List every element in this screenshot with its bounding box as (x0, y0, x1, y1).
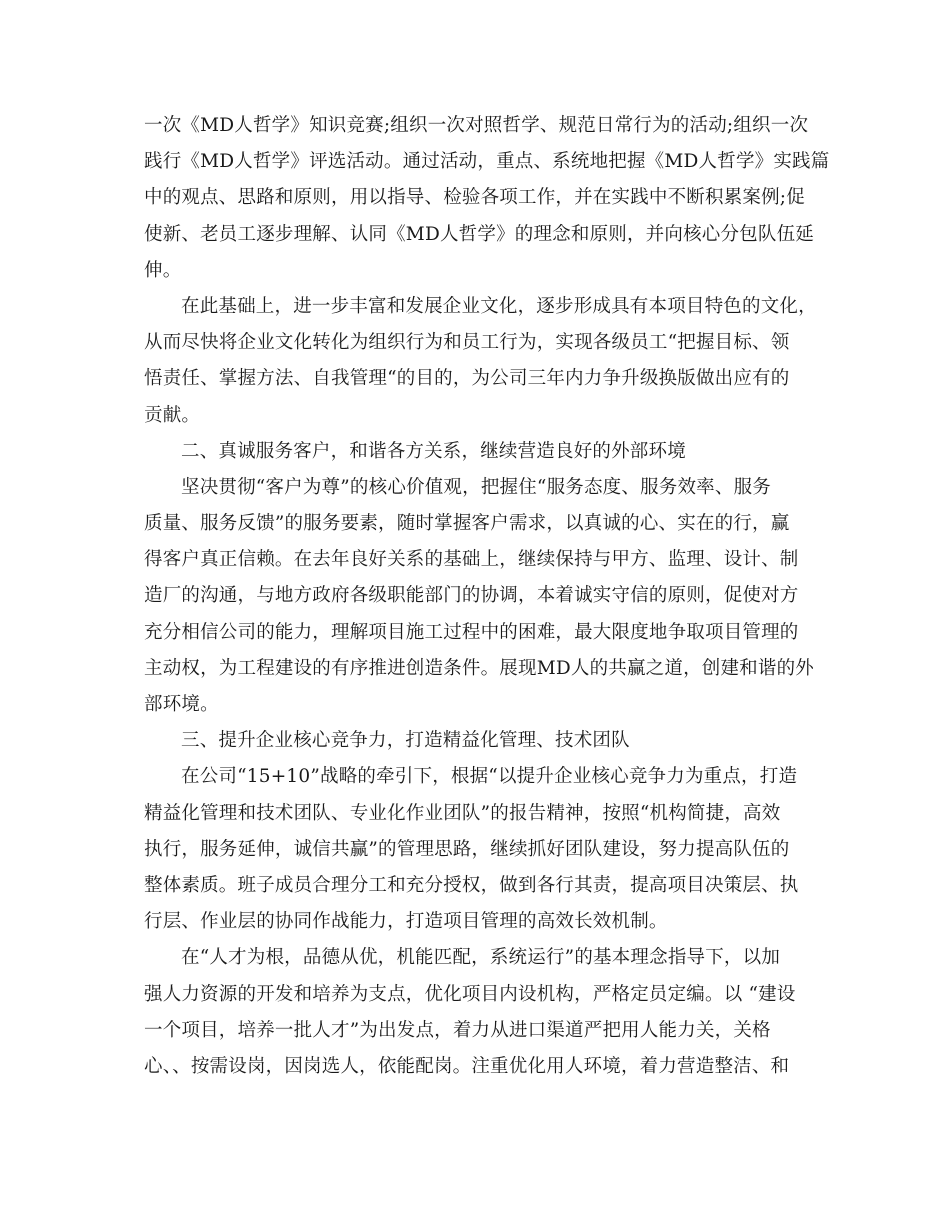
text-line: 强人力资源的开发和培养为支点，优化项目内设机构，严格定员定编。以 “建设 (144, 983, 796, 1005)
text-line: 中的观点、思路和原则，用以指导、检验各项工作，并在实践中不断积累案例;促 (144, 187, 805, 209)
text-line: 悟责任、掌握方法、自我管理“的目的，为公司三年内力争升级换版做出应有的 (144, 368, 790, 390)
text-line: 充分相信公司的能力，理解项目施工过程中的困难，最大限度地争取项目管理的 (144, 621, 799, 643)
text-line: 一次《MD人哲学》知识竞赛;组织一次对照哲学、规范日常行为的活动;组织一次 (144, 115, 809, 136)
text-line: 三、提升企业核心竞争力，打造精益化管理、技术团队 (181, 730, 630, 752)
text-line: 精益化管理和技术团队、专业化作业团队”的报告精神，按照“机构简捷，高效 (144, 802, 781, 824)
text-line: 坚决贯彻“客户为尊”的核心价值观，把握住“服务态度、服务效率、服务 (181, 476, 771, 498)
text-line: 质量、服务反馈”的服务要素，随时掌握客户需求，以真诚的心、实在的行，赢 (144, 513, 790, 535)
text-line: 一个项目，培养一批人才”为出发点，着力从进口渠道严把用人能力关，关格 (144, 1019, 771, 1041)
text-line: 在此基础上，进一步丰富和发展企业文化，逐步形成具有本项目特色的文化， (181, 295, 817, 317)
text-line: 在“人才为根，品德从优，机能匹配，系统运行”的基本理念指导下，以加 (181, 947, 781, 969)
text-line: 使新、老员工逐步理解、认同《MD人哲学》的理念和原则，并向核心分包队伍延 (144, 223, 814, 245)
text-line: 二、真诚服务客户，和谐各方关系，继续营造良好的外部环境 (181, 440, 686, 462)
text-line: 伸。 (144, 259, 182, 281)
text-line: 主动权，为工程建设的有序推进创造条件。展现MD人的共赢之道，创建和谐的外 (144, 657, 814, 679)
text-line: 行层、作业层的协同作战能力，打造项目管理的高效长效机制。 (144, 911, 668, 933)
text-line: 贡献。 (144, 404, 201, 426)
text-line: 执行，服务延伸，诚信共赢”的管理思路，继续抓好团队建设，努力提高队伍的 (144, 838, 790, 860)
document-body (144, 108, 830, 1085)
text-line: 造厂的沟通，与地方政府各级职能部门的协调，本着诚实守信的原则，促使对方 (144, 585, 799, 607)
text-line: 部环境。 (144, 694, 219, 715)
text-line: 整体素质。班子成员合理分工和充分授权，做到各行其责，提高项目决策层、执 (144, 874, 799, 896)
text-line: 在公司“15+10”战略的牵引下，根据“以提升企业核心竞争力为重点，打造 (181, 766, 798, 788)
text-line: 从而尽快将企业文化转化为组织行为和员工行为，实现各级员工“把握目标、领 (144, 332, 790, 354)
text-line: 得客户真正信赖。在去年良好关系的基础上，继续保持与甲方、监理、设计、制 (144, 549, 799, 571)
text-line: 践行《MD人哲学》评选活动。通过活动，重点、系统地把握《MD人哲学》实践篇 (144, 151, 830, 173)
text-line: 心、、按需设岗，因岗选人，依能配岗。注重优化用人环境，着力营造整洁、和 (144, 1055, 790, 1077)
